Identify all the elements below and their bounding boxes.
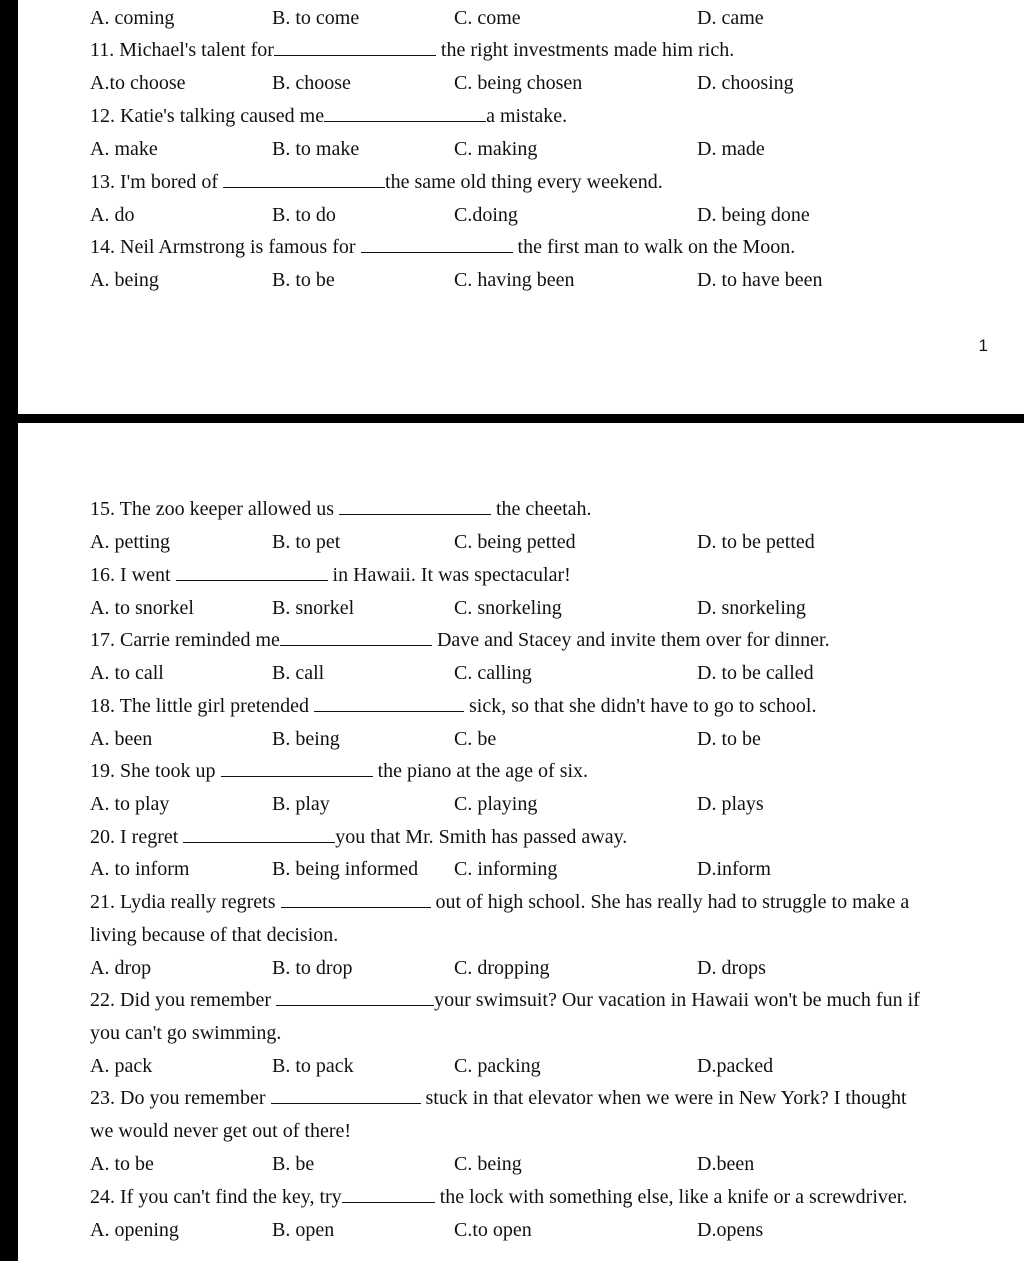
q17-option-d[interactable]: D. to be called bbox=[697, 662, 814, 684]
q23-text-after: stuck in that elevator when we were in New York? I thought bbox=[420, 1087, 907, 1109]
q20-text-after: you that Mr. Smith has passed away. bbox=[335, 826, 628, 848]
q17-stem bbox=[90, 627, 988, 653]
q14-text-before: 14. Neil Armstrong is famous for bbox=[90, 236, 361, 258]
q17-option-c[interactable]: C. calling bbox=[454, 662, 532, 684]
q15-option-c[interactable]: C. being petted bbox=[454, 531, 576, 553]
q24-option-a[interactable]: A. opening bbox=[90, 1219, 179, 1241]
worksheet-page-1 bbox=[18, 0, 1024, 414]
q19-option-a[interactable]: A. to play bbox=[90, 793, 170, 815]
q13-option-c[interactable]: C.doing bbox=[454, 204, 518, 226]
q18-option-b[interactable]: B. being bbox=[272, 728, 340, 750]
q11-option-a[interactable]: A.to choose bbox=[90, 72, 186, 94]
q11-option-d[interactable]: D. choosing bbox=[697, 72, 794, 94]
q10-option-c[interactable]: C. come bbox=[454, 7, 521, 29]
q16-stem bbox=[90, 562, 988, 588]
q22-stem bbox=[90, 987, 988, 1013]
q22-option-b[interactable]: B. to pack bbox=[272, 1055, 354, 1077]
q10-option-a[interactable]: A. coming bbox=[90, 7, 175, 29]
q12-option-a[interactable]: A. make bbox=[90, 138, 158, 160]
q14-stem bbox=[90, 234, 988, 260]
q15-text-before: 15. The zoo keeper allowed us bbox=[90, 498, 339, 520]
q15-text-after: the cheetah. bbox=[491, 498, 592, 520]
q14-option-a[interactable]: A. being bbox=[90, 269, 159, 291]
q19-blank[interactable] bbox=[221, 758, 373, 777]
worksheet-page-2 bbox=[18, 423, 1024, 1261]
q20-option-c[interactable]: C. informing bbox=[454, 858, 558, 880]
q12-text-before: 12. Katie's talking caused me bbox=[90, 105, 325, 127]
q24-option-c[interactable]: C.to open bbox=[454, 1219, 532, 1241]
q14-option-d[interactable]: D. to have been bbox=[697, 269, 823, 291]
q24-text-before: 24. If you can't find the key, try bbox=[90, 1186, 342, 1208]
q24-text-after: the lock with something else, like a knife or a screwdriver. bbox=[434, 1186, 908, 1208]
q16-option-c[interactable]: C. snorkeling bbox=[454, 597, 562, 619]
q13-option-a[interactable]: A. do bbox=[90, 204, 135, 226]
q22-option-a[interactable]: A. pack bbox=[90, 1055, 153, 1077]
q15-blank[interactable] bbox=[339, 496, 491, 515]
q10-option-d[interactable]: D. came bbox=[697, 7, 764, 29]
q15-option-a[interactable]: A. petting bbox=[90, 531, 170, 553]
q14-option-c[interactable]: C. having been bbox=[454, 269, 575, 291]
q11-text-after: the right investments made him rich. bbox=[435, 39, 735, 61]
q11-option-b[interactable]: B. choose bbox=[272, 72, 351, 94]
q20-option-b[interactable]: B. being informed bbox=[272, 858, 419, 880]
q14-blank[interactable] bbox=[361, 234, 513, 253]
q21-option-d[interactable]: D. drops bbox=[697, 957, 766, 979]
q13-option-d[interactable]: D. being done bbox=[697, 204, 810, 226]
q20-blank[interactable] bbox=[183, 824, 335, 843]
q17-text-before: 17. Carrie reminded me bbox=[90, 629, 280, 651]
q19-text-before: 19. She took up bbox=[90, 760, 221, 782]
q19-stem bbox=[90, 758, 988, 784]
q19-text-after: the piano at the age of six. bbox=[372, 760, 589, 782]
q22-text-before: 22. Did you remember bbox=[90, 989, 277, 1011]
q18-option-d[interactable]: D. to be bbox=[697, 728, 761, 750]
q11-stem bbox=[90, 37, 988, 63]
q23-option-a[interactable]: A. to be bbox=[90, 1153, 154, 1175]
q20-stem bbox=[90, 824, 988, 850]
q13-option-b[interactable]: B. to do bbox=[272, 204, 336, 226]
q21-text-before: 21. Lydia really regrets bbox=[90, 891, 281, 913]
q19-option-c[interactable]: C. playing bbox=[454, 793, 538, 815]
q19-option-b[interactable]: B. play bbox=[272, 793, 330, 815]
q22-stem-continued: you can't go swimming. bbox=[90, 1022, 282, 1044]
q12-stem bbox=[90, 103, 988, 129]
q24-stem bbox=[90, 1184, 988, 1210]
q16-text-before: 16. I went bbox=[90, 564, 176, 586]
q24-option-d[interactable]: D.opens bbox=[697, 1219, 764, 1241]
q21-option-b[interactable]: B. to drop bbox=[272, 957, 353, 979]
q11-text-before: 11. Michael's talent for bbox=[90, 39, 274, 61]
q12-blank[interactable] bbox=[324, 103, 486, 122]
q18-text-before: 18. The little girl pretended bbox=[90, 695, 315, 717]
q20-option-d[interactable]: D.inform bbox=[697, 858, 771, 880]
q10-option-b[interactable]: B. to come bbox=[272, 7, 360, 29]
q16-option-a[interactable]: A. to snorkel bbox=[90, 597, 194, 619]
q18-option-a[interactable]: A. been bbox=[90, 728, 153, 750]
q19-option-d[interactable]: D. plays bbox=[697, 793, 764, 815]
q20-option-a[interactable]: A. to inform bbox=[90, 858, 190, 880]
q23-option-d[interactable]: D.been bbox=[697, 1153, 755, 1175]
q12-option-b[interactable]: B. to make bbox=[272, 138, 360, 160]
q18-stem bbox=[90, 693, 988, 719]
q23-text-before: 23. Do you remember bbox=[90, 1087, 271, 1109]
q11-option-c[interactable]: C. being chosen bbox=[454, 72, 583, 94]
q21-stem bbox=[90, 889, 988, 915]
q15-option-d[interactable]: D. to be petted bbox=[697, 531, 815, 553]
q15-option-b[interactable]: B. to pet bbox=[272, 531, 341, 553]
page-number: 1 bbox=[978, 336, 988, 355]
q23-option-c[interactable]: C. being bbox=[454, 1153, 522, 1175]
q18-option-c[interactable]: C. be bbox=[454, 728, 497, 750]
q24-blank[interactable] bbox=[342, 1184, 435, 1203]
q21-stem-continued: living because of that decision. bbox=[90, 924, 339, 946]
q21-option-c[interactable]: C. dropping bbox=[454, 957, 550, 979]
q13-text-before: 13. I'm bored of bbox=[90, 171, 224, 193]
q12-text-after: a mistake. bbox=[486, 105, 568, 127]
q23-stem-continued: we would never get out of there! bbox=[90, 1120, 352, 1142]
q13-stem bbox=[90, 169, 988, 195]
q16-option-b[interactable]: B. snorkel bbox=[272, 597, 355, 619]
q16-text-after: in Hawaii. It was spectacular! bbox=[327, 564, 571, 586]
q11-blank[interactable] bbox=[274, 37, 436, 56]
q22-option-d[interactable]: D.packed bbox=[697, 1055, 774, 1077]
q16-blank[interactable] bbox=[176, 562, 328, 581]
q18-blank[interactable] bbox=[314, 693, 464, 712]
q23-blank[interactable] bbox=[271, 1085, 421, 1104]
q22-blank[interactable] bbox=[276, 987, 434, 1006]
q21-text-after: out of high school. She has really had to struggle to make a bbox=[430, 891, 910, 913]
q17-text-after: Dave and Stacey and invite them over for dinner. bbox=[431, 629, 830, 651]
q17-option-b[interactable]: B. call bbox=[272, 662, 325, 684]
q12-option-d[interactable]: D. made bbox=[697, 138, 765, 160]
q16-option-d[interactable]: D. snorkeling bbox=[697, 597, 806, 619]
q17-blank[interactable] bbox=[280, 627, 432, 646]
q22-option-c[interactable]: C. packing bbox=[454, 1055, 541, 1077]
q21-option-a[interactable]: A. drop bbox=[90, 957, 152, 979]
page-separator bbox=[18, 414, 1024, 423]
q12-option-c[interactable]: C. making bbox=[454, 138, 538, 160]
q23-option-b[interactable]: B. be bbox=[272, 1153, 315, 1175]
q14-option-b[interactable]: B. to be bbox=[272, 269, 335, 291]
q21-blank[interactable] bbox=[281, 889, 431, 908]
q20-text-before: 20. I regret bbox=[90, 826, 184, 848]
q15-stem bbox=[90, 496, 988, 522]
q23-stem bbox=[90, 1085, 988, 1111]
q13-text-after: the same old thing every weekend. bbox=[385, 171, 663, 193]
q17-option-a[interactable]: A. to call bbox=[90, 662, 164, 684]
q22-text-after: your swimsuit? Our vacation in Hawaii won't be much fun if bbox=[434, 989, 920, 1011]
q13-blank[interactable] bbox=[223, 169, 385, 188]
q14-text-after: the first man to walk on the Moon. bbox=[512, 236, 796, 258]
q18-text-after: sick, so that she didn't have to go to school. bbox=[464, 695, 817, 717]
q24-option-b[interactable]: B. open bbox=[272, 1219, 335, 1241]
